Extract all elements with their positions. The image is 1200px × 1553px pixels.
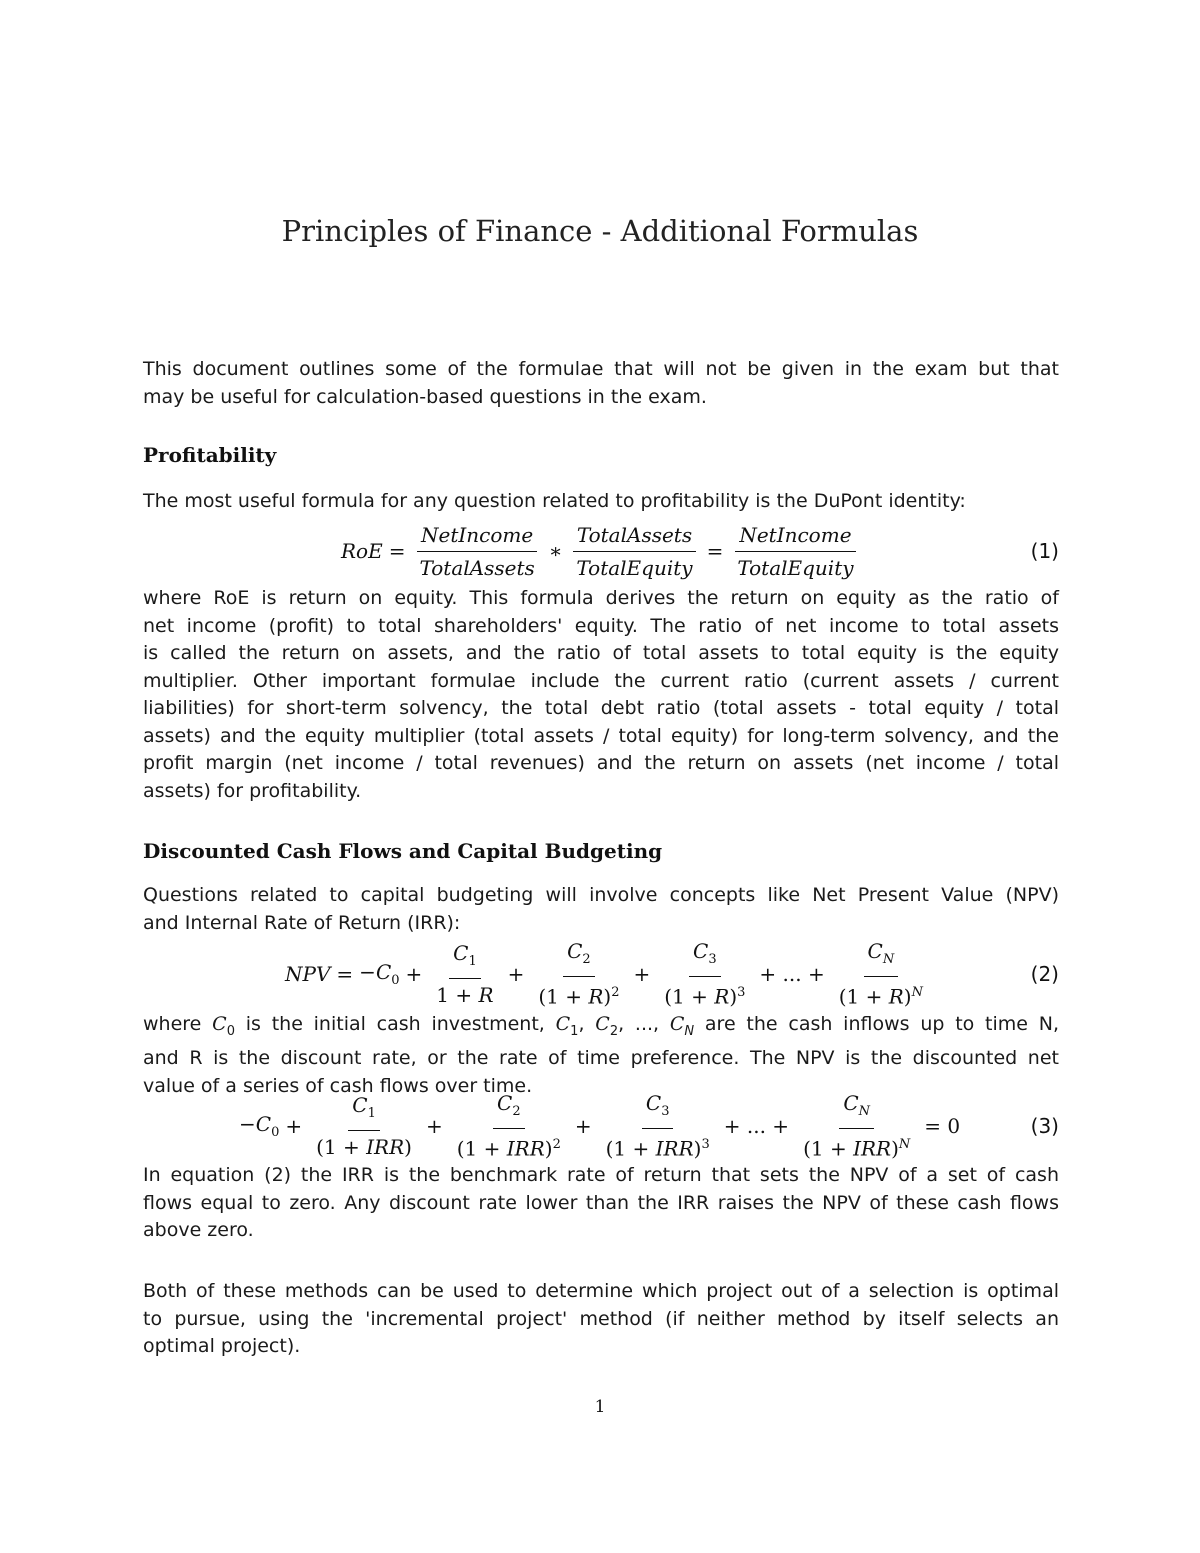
heading-profitability: Profitability	[143, 443, 277, 467]
text-line: profit margin (net income / total revenues) and the return on assets (net income / total	[143, 752, 1059, 774]
page-number: 1	[594, 1397, 606, 1417]
dcf-lead	[143, 882, 1059, 937]
lead-line: The most useful formula for any question related to profitability is the DuPont identity:	[143, 490, 966, 512]
equation-number: (3)	[1030, 1114, 1059, 1138]
equation-3	[143, 1091, 1059, 1161]
text-line: and Internal Rate of Return (IRR):	[143, 911, 461, 934]
text-line: and R is the discount rate, or the rate of time preference. The NPV is the discounted net	[143, 1047, 1059, 1070]
text-line: net income (profit) to total shareholders' equity. The ratio of net income to total assets	[143, 614, 1059, 637]
text-line: to pursue, using the 'incremental project' method (if neither method by itself selects an	[143, 1307, 1059, 1330]
profitability-lead	[143, 488, 1059, 516]
text-line: where $C_0$ is the initial cash investment, $C_1$, $C_2$, ..., $C_N$ are the cash inflows up to time N,	[143, 1013, 1059, 1039]
text-line: above zero.	[143, 1219, 254, 1241]
text-line: assets) for profitability.	[143, 779, 362, 802]
profitability-explanation	[143, 585, 1059, 805]
methods-paragraph	[143, 1278, 1059, 1361]
text-line: Both of these methods can be used to determine which project out of a selection is optimal	[143, 1280, 1059, 1302]
heading-dcf: Discounted Cash Flows and Capital Budgeting	[143, 839, 663, 863]
npv-explanation	[143, 1011, 1059, 1100]
document-title: Principles of Finance - Additional Formulas	[281, 214, 919, 248]
equation-number: (2)	[1030, 962, 1059, 986]
equation-number: (1)	[1030, 539, 1059, 563]
text-line: In equation (2) the IRR is the benchmark rate of return that sets the NPV of a set of cash	[143, 1164, 1059, 1186]
intro-line: may be useful for calculation-based questions in the exam.	[143, 385, 707, 408]
equation-1	[143, 519, 1059, 583]
npv-formula: NPV = $-C_0$ + $\frac{C_1}{1 + R}$ + $\frac{C_2}{(1 + R)^2}$ + $\frac{C_3}{(1 + R)^3}$ + ... + $\frac{C_N}{(1 + R)^N}$	[285, 939, 923, 1009]
irr-explanation	[143, 1162, 1059, 1245]
text-line: Questions related to capital budgeting will involve concepts like Net Present Value (NPV)	[143, 884, 1059, 906]
where-text: is the initial cash investment,	[234, 1013, 556, 1035]
text-line: assets) and the equity multiplier (total assets / total equity) for long-term solvency, and the	[143, 724, 1059, 747]
intro-paragraph	[143, 356, 1059, 411]
text-line: flows equal to zero. Any discount rate lower than the IRR raises the NPV of these cash flows	[143, 1191, 1059, 1214]
text-line: value of a series of cash flows over time.	[143, 1074, 533, 1097]
text-line: optimal project).	[143, 1335, 301, 1357]
dupont-formula: RoE = $\frac{\text{NetIncome}}{\text{TotalAssets}}$ ∗ $\frac{\text{TotalAssets}}{\text{TotalEquity}}$ = $\frac{\text{NetIncome}}{\text{TotalEquity}}$	[341, 522, 854, 580]
irr-formula: $-C_0$ + $\frac{C_1}{\text{(1 + IRR)}}$ + $\frac{C_2}{(1 + IRR)^2}$ + $\frac{C_3}{(1 + IRR)^3}$ + ... + $\frac{C_N}{(1 + IRR)^N}$ = 0	[239, 1091, 961, 1161]
where-tail: are the cash inflows up to time N,	[694, 1013, 1059, 1035]
text-line: multiplier. Other important formulae include the current ratio (current assets / current	[143, 669, 1059, 692]
text-line: liabilities) for short-term solvency, the total debt ratio (total assets - total equity / total	[143, 697, 1059, 719]
text-line: is called the return on assets, and the ratio of total assets to total equity is the equity	[143, 642, 1059, 664]
equation-2	[143, 939, 1059, 1009]
intro-line: This document outlines some of the formulae that will not be given in the exam but that	[143, 358, 1059, 380]
text-line: where RoE is return on equity. This formula derives the return on equity as the ratio of	[143, 587, 1059, 609]
